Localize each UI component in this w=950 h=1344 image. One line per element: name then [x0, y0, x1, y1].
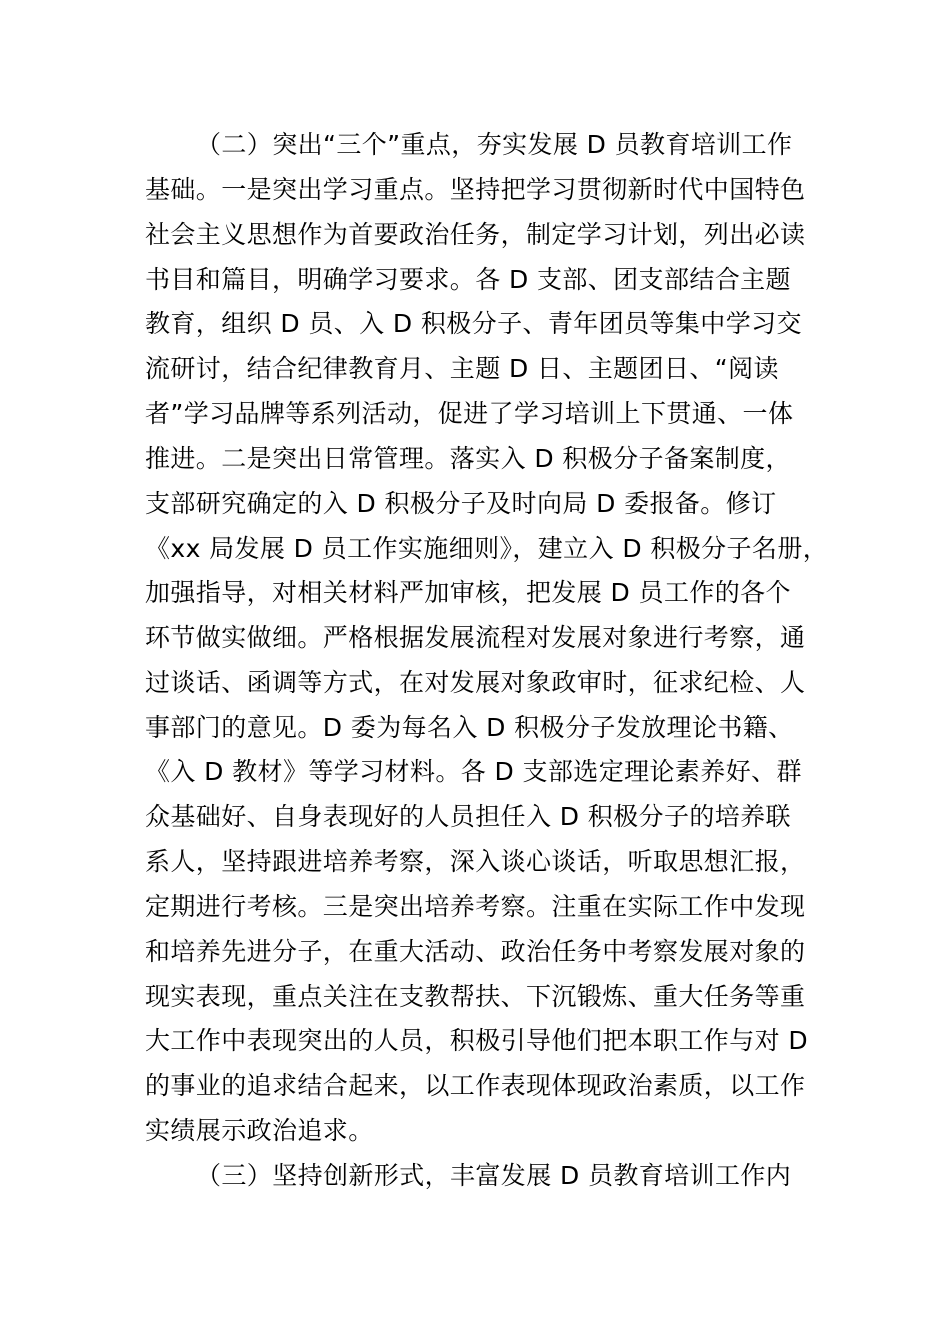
text-line: 流研讨，结合纪律教育月、主题 D 日、主题团日、“阅读 — [145, 354, 779, 383]
text-line: 基础。一是突出学习重点。坚持把学习贯彻新时代中国特色 — [145, 175, 806, 204]
text-line: 《入 D 教材》等学习材料。各 D 支部选定理论素养好、群 — [145, 757, 802, 786]
text-line: 支部研究确定的入 D 积极分子及时向局 D 委报备。修订 — [145, 489, 777, 518]
text-line: 的事业的追求结合起来，以工作表现体现政治素质，以工作 — [145, 1071, 806, 1100]
text-line: 过谈话、函调等方式，在对发展对象政审时，征求纪检、人 — [145, 668, 806, 697]
text-line: 教育，组织 D 员、入 D 积极分子、青年团员等集中学习交 — [145, 309, 802, 338]
text-line: 推进。二是突出日常管理。落实入 D 积极分子备案制度， — [145, 444, 791, 473]
text-line: 和培养先进分子，在重大活动、政治任务中考察发展对象的 — [145, 937, 806, 966]
text-line: 社会主义思想作为首要政治任务，制定学习计划，列出必读 — [145, 220, 806, 249]
text-line: 大工作中表现突出的人员，积极引导他们把本职工作与对 D — [145, 1026, 808, 1055]
text-line: 环节做实做细。严格根据发展流程对发展对象进行考察，通 — [145, 623, 806, 652]
text-line: 者”学习品牌等系列活动，促进了学习培训上下贯通、一体 — [145, 399, 794, 428]
paragraph-3-heading-line: （三）坚持创新形式，丰富发展 D 员教育培训工作内 — [196, 1161, 792, 1190]
paragraph-2-heading-line: （二）突出“三个”重点，夯实发展 D 员教育培训工作 — [196, 130, 793, 159]
text-line: 书目和篇目，明确学习要求。各 D 支部、团支部结合主题 — [145, 265, 791, 294]
text-line: 现实表现，重点关注在支教帮扶、下沉锻炼、重大任务等重 — [145, 982, 806, 1011]
text-line: 加强指导，对相关材料严加审核，把发展 D 员工作的各个 — [145, 578, 791, 607]
text-line: 实绩展示政治追求。 — [145, 1116, 374, 1145]
text-line: 事部门的意见。D 委为每名入 D 积极分子发放理论书籍、 — [145, 713, 794, 742]
text-line: 定期进行考核。三是突出培养考察。注重在实际工作中发现 — [145, 892, 806, 921]
text-line: 众基础好、自身表现好的人员担任入 D 积极分子的培养联 — [145, 802, 791, 831]
text-line: 《xx 局发展 D 员工作实施细则》，建立入 D 积极分子名册， — [145, 534, 829, 563]
text-line: 系人，坚持跟进培养考察，深入谈心谈话，听取思想汇报， — [145, 847, 806, 876]
